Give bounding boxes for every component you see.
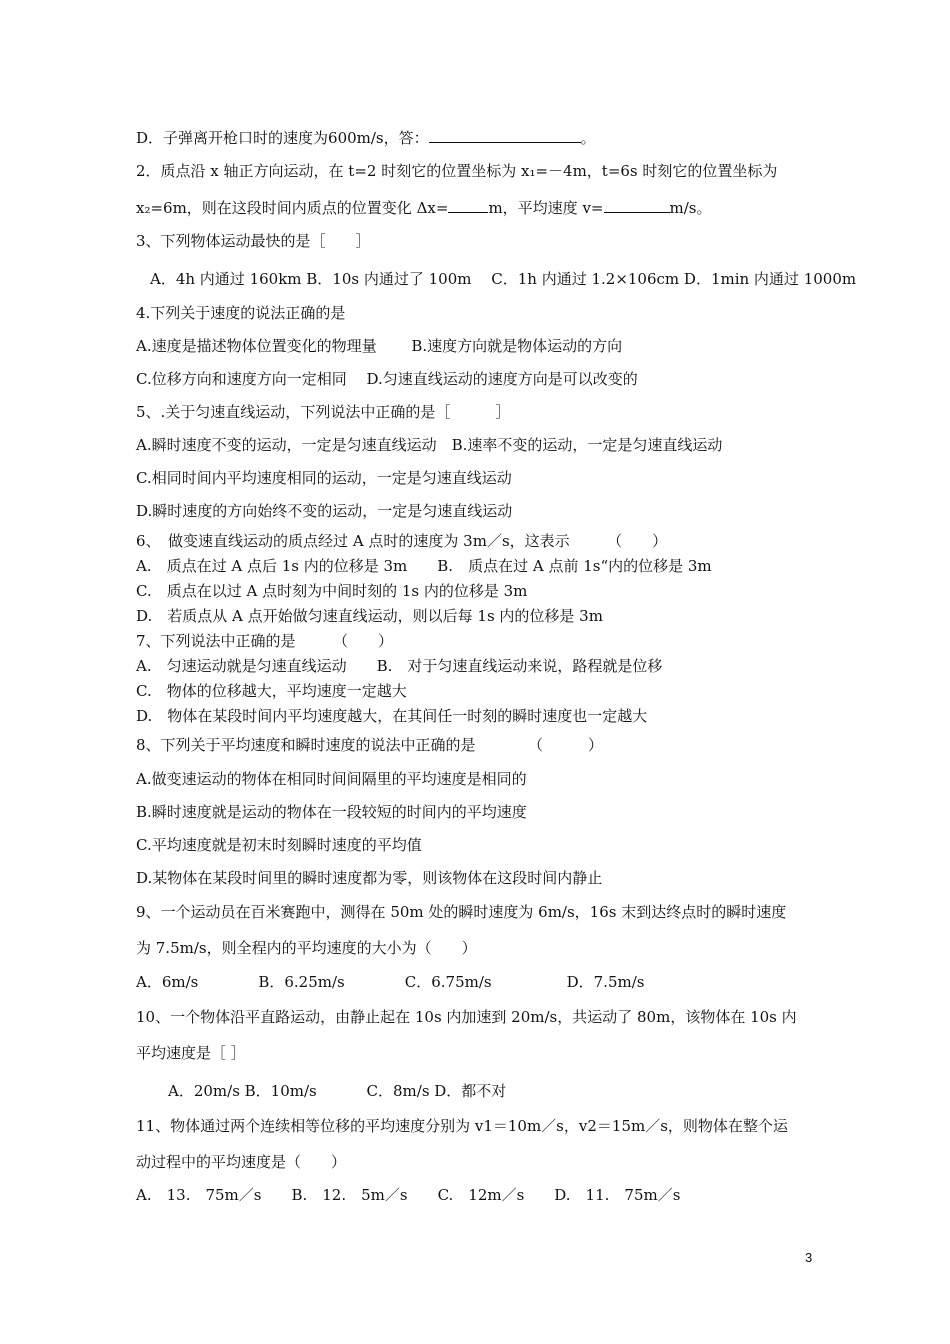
q3-options: A．4h 内通过 160km B．10s 内通过了 100m C．1h 内通过 1.2×106cm D．1min 内通过 1000m [150,270,857,288]
q5-options-ab: A.瞬时速度不变的运动，一定是匀速直线运动 B.速率不变的运动，一定是匀速直线运动 [136,436,723,454]
velocity-blank [604,198,670,213]
q7-options-ab: A. 匀速运动就是匀速直线运动 B. 对于匀速直线运动来说，路程就是位移 [136,657,663,675]
q9-stem-line1: 9、一个运动员在百米赛跑中，测得在 50m 处的瞬时速度为 6m/s，16s 末到达终点时的瞬时速度 [136,903,787,921]
displacement-blank [448,198,488,213]
q8-stem: 8、下列关于平均速度和瞬时速度的说法中正确的是 （ ） [136,736,604,754]
q10-stem-line1: 10、一个物体沿平直路运动，由静止起在 10s 内加速到 20m/s，共运动了 80m，该物体在 10s 内 [136,1008,797,1026]
page-number: 3 [805,1250,813,1265]
q11-options: A. 13. 75m／s B. 12. 5m／s C. 12m／s D. 11. 75m／s [136,1186,681,1204]
q3-stem: 3、下列物体运动最快的是［ ］ [136,232,371,250]
answer-blank [429,128,581,143]
q6-option-c: C. 质点在以过 A 点时刻为中间时刻的 1s 内的位移是 3m [136,582,528,600]
q8-option-c: C.平均速度就是初末时刻瞬时速度的平均值 [136,836,422,854]
q5-option-c: C.相同时间内平均速度相同的运动，一定是匀速直线运动 [136,469,512,487]
q6-stem: 6、 做变速直线运动的质点经过 A 点时的速度为 3m／s，这表示 （ ） [136,532,668,550]
q8-option-a: A.做变速运动的物体在相同时间间隔里的平均速度是相同的 [136,770,527,788]
q4-options-ab: A.速度是描述物体位置变化的物理量 B.速度方向就是物体运动的方向 [136,337,623,355]
q7-stem: 7、下列说法中正确的是 （ ） [136,632,394,650]
q10-options: A．20m/s B．10m/s C．8m/s D．都不对 [168,1082,507,1100]
q11-stem-line1: 11、物体通过两个连续相等位移的平均速度分别为 v1＝10m／s，v2＝15m／s，则物体在整个运 [136,1117,788,1135]
q5-stem: 5、.关于匀速直线运动，下列说法中正确的是［ ］ [136,403,511,421]
q11-stem-line2: 动过程中的平均速度是（ ） [136,1153,347,1171]
q9-options: A．6m/s B．6.25m/s C．6.75m/s D．7.5m/s [136,973,645,991]
q6-options-ab: A. 质点在过 A 点后 1s 内的位移是 3m B. 质点在过 A 点前 1s“内的位移是 3m [136,557,712,575]
q8-option-d: D.某物体在某段时间里的瞬时速度都为零，则该物体在这段时间内静止 [136,869,603,887]
q4-options-cd: C.位移方向和速度方向一定相同 D.匀速直线运动的速度方向是可以改变的 [136,370,638,388]
q9-stem-line2: 为 7.5m/s，则全程内的平均速度的大小为（ ） [136,939,477,957]
q1-option-d: D．子弹离开枪口时的速度为600m/s，答： 。 [136,129,596,147]
q10-stem-line2: 平均速度是［ ］ [136,1044,246,1062]
q4-stem: 4.下列关于速度的说法正确的是 [136,304,346,322]
q5-option-d: D.瞬时速度的方向始终不变的运动，一定是匀速直线运动 [136,502,513,520]
q7-option-c: C. 物体的位移越大，平均速度一定越大 [136,682,407,700]
q2-stem-line2: x₂=6m，则在这段时间内质点的位置变化 Δx= m，平均速度 v= m/s。 [136,199,712,217]
q8-option-b: B.瞬时速度就是运动的物体在一段较短的时间内的平均速度 [136,803,527,821]
q6-option-d: D. 若质点从 A 点开始做匀速直线运动，则以后每 1s 内的位移是 3m [136,607,603,625]
q2-stem-line1: 2．质点沿 x 轴正方向运动，在 t=2 时刻它的位置坐标为 x₁=－4m，t=6s 时刻它的位置坐标为 [136,162,778,180]
q7-option-d: D. 物体在某段时间内平均速度越大，在其间任一时刻的瞬时速度也一定越大 [136,707,648,725]
